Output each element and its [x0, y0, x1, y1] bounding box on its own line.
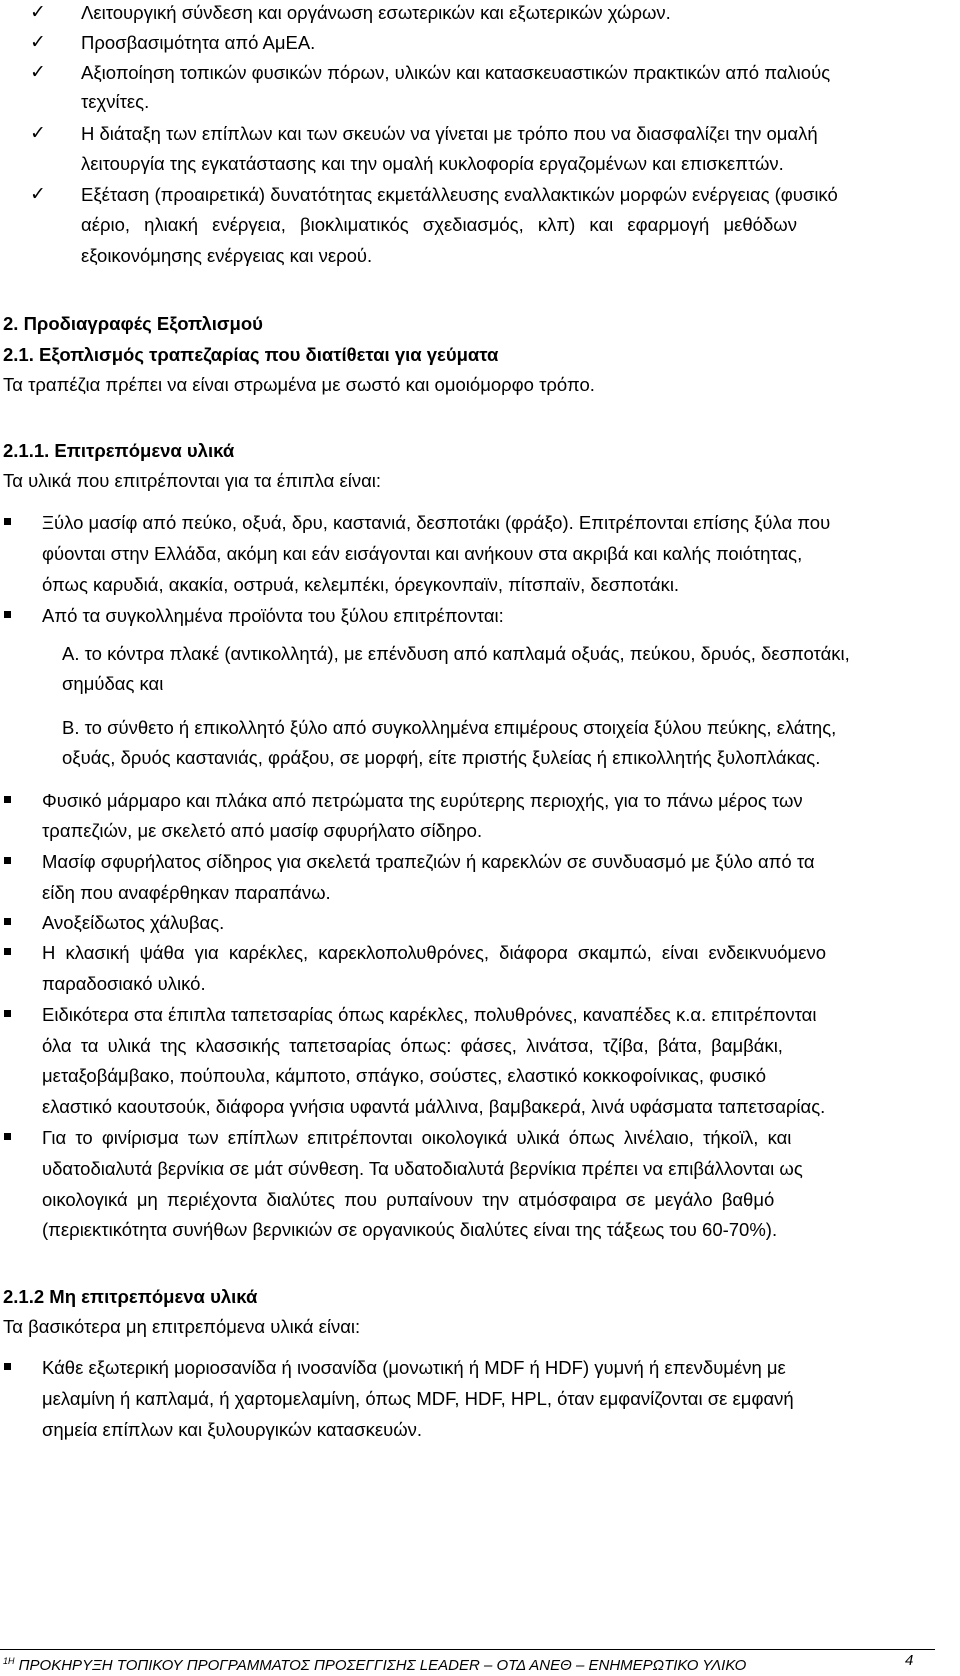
check-item-3-line-2: τεχνίτες. — [81, 91, 150, 112]
bullet-icon — [4, 857, 11, 864]
paragraph-2-1: Τα τραπέζια πρέπει να είναι στρωμένα με σωστό και ομοιόμορφο τρόπο. — [3, 374, 595, 395]
checkmark-icon: ✓ — [30, 32, 46, 53]
checkmark-icon: ✓ — [30, 123, 46, 144]
allowed-more-5-line-2: όλα τα υλικά της κλασσικής ταπετσαρίας όπως: φάσες, λινάτσα, τζίβα, βάτα, βαμβάκι, — [42, 1035, 783, 1056]
check-item-3-line-1: Αξιοποίηση τοπικών φυσικών πόρων, υλικών και κατασκευαστικών πρακτικών από παλιούς — [81, 62, 831, 83]
allowed-more-5-line-1: Ειδικότερα στα έπιπλα ταπετσαρίας όπως καρέκλες, πολυθρόνες, καναπέδες κ.α. επιτρέπονται — [42, 1004, 817, 1025]
paragraph-2-1-1: Τα υλικά που επιτρέπονται για τα έπιπλα είναι: — [3, 470, 382, 491]
allowed-more-2-line-1: Μασίφ σφυρήλατος σίδηρος για σκελετά τραπεζιών ή καρεκλών σε συνδυασμό με ξύλο από τα — [42, 851, 815, 872]
bullet-icon — [4, 918, 11, 925]
allowed-item-1-line-1: Ξύλο μασίφ από πεύκο, οξυά, δρυ, καστανιά, δεσποτάκι (φράξο). Επιτρέπονται επίσης ξύλα που — [42, 512, 831, 533]
section-heading-2-1: 2.1. Εξοπλισμός τραπεζαρίας που διατίθεται για γεύματα — [3, 344, 499, 365]
allowed-item-2: Από τα συγκολλημένα προϊόντα του ξύλου επιτρέπονται: — [42, 605, 504, 626]
check-item-4-line-2: λειτουργία της εγκατάστασης και την ομαλή κυκλοφορία εργαζομένων και επισκεπτών. — [81, 153, 784, 174]
checkmark-icon: ✓ — [30, 62, 46, 83]
check-item-5-line-3: εξοικονόμησης ενέργειας και νερού. — [81, 245, 373, 266]
sub-item-b-line-2: οξυάς, δρυός καστανιάς, φράξου, σε μορφή, είτε πριστής ξυλείας ή επικολλητής ξυλοπλάκας. — [62, 747, 821, 768]
checkmark-icon: ✓ — [30, 2, 46, 23]
section-heading-2-1-2: 2.1.2 Μη επιτρεπόμενα υλικά — [3, 1286, 258, 1307]
check-item-4-line-1: Η διάταξη των επίπλων και των σκευών να γίνεται με τρόπο που να διασφαλίζει την ομαλή — [81, 123, 818, 144]
allowed-more-4-line-2: παραδοσιακό υλικό. — [42, 973, 206, 994]
allowed-more-5-line-4: ελαστικό καουτσούκ, διάφορα γνήσια υφαντά μάλλινα, βαμβακερά, λινά υφάσματα ταπετσαρίας. — [42, 1096, 826, 1117]
bullet-icon — [4, 796, 11, 803]
bullet-icon — [4, 611, 11, 618]
footer-rule — [0, 1649, 935, 1650]
allowed-more-6-line-4: (περιεκτικότητα συνήθων βερνικιών σε οργανικούς διαλύτες είναι της τάξεως του 60-70%). — [42, 1219, 778, 1240]
check-item-5-line-2: αέριο, ηλιακή ενέργεια, βιοκλιματικός σχεδιασμός, κλπ) και εφαρμογή μεθόδων — [81, 214, 797, 235]
bullet-icon — [4, 948, 11, 955]
allowed-more-6-line-1: Για το φινίρισμα των επίπλων επιτρέπονται οικολογικά υλικά όπως λινέλαιο, τήκοϊλ, και — [42, 1127, 792, 1148]
bullet-icon — [4, 1363, 11, 1370]
checkmark-icon: ✓ — [30, 184, 46, 205]
allowed-more-1-line-2: τραπεζιών, με σκελετό από μασίφ σφυρήλατο σίδηρο. — [42, 820, 483, 841]
not-allowed-item-1-line-2: μελαμίνη ή καπλαμά, ή χαρτομελαμίνη, όπως MDF, HDF, HPL, όταν εμφανίζονται σε εμφανή — [42, 1388, 794, 1409]
allowed-item-1-line-2: φύονται στην Ελλάδα, ακόμη και εάν εισάγονται και ανήκουν στα ακριβά και καλής ποιότητας, — [42, 543, 803, 564]
bullet-icon — [4, 1010, 11, 1017]
allowed-more-5-line-3: μεταξοβάμβακο, πούπουλα, κάμποτο, σπάγκο, σούστες, ελαστικό κοκκοφοίνικας, φυσικό — [42, 1065, 767, 1086]
allowed-more-1-line-1: Φυσικό μάρμαρο και πλάκα από πετρώματα της ευρύτερης περιοχής, για το πάνω μέρος των — [42, 790, 803, 811]
section-heading-2: 2. Προδιαγραφές Εξοπλισμού — [3, 313, 263, 334]
allowed-more-4-line-1: Η κλασική ψάθα για καρέκλες, καρεκλοπολυθρόνες, διάφορα σκαμπώ, είναι ενδεικνυόμενο — [42, 942, 826, 963]
footer-text — [3, 1651, 746, 1676]
not-allowed-item-1-line-1: Κάθε εξωτερική μοριοσανίδα ή ινοσανίδα (μονωτική ή MDF ή HDF) γυμνή ή επενδυμένη με — [42, 1357, 786, 1378]
sub-item-b-line-1: Β. το σύνθετο ή επικολλητό ξύλο από συγκολλημένα επιμέρους στοιχεία ξύλου πεύκης, ελάτης, — [62, 717, 837, 738]
allowed-more-2-line-2: είδη που αναφέρθηκαν παραπάνω. — [42, 882, 331, 903]
section-heading-2-1-1: 2.1.1. Επιτρεπόμενα υλικά — [3, 440, 235, 461]
check-item-2: Προσβασιμότητα από ΑμΕΑ. — [81, 32, 316, 53]
allowed-item-1-line-3: όπως καρυδιά, ακακία, οστρυά, κελεμπέκι, όρεγκονπαϊν, πίτσπαϊν, δεσποτάκι. — [42, 574, 680, 595]
sub-item-a-line-1: Α. το κόντρα πλακέ (αντικολλητά), με επένδυση από καπλαμά οξυάς, πεύκου, δρυός, δεσποτάκι, — [62, 643, 850, 664]
allowed-more-6-line-2: υδατοδιαλυτά βερνίκια σε μάτ σύνθεση. Τα υδατοδιαλυτά βερνίκια πρέπει να επιβάλλονται ως — [42, 1158, 803, 1179]
paragraph-2-1-2: Τα βασικότερα μη επιτρεπόμενα υλικά είναι: — [3, 1316, 361, 1337]
bullet-icon — [4, 1133, 11, 1140]
footer-superscript: 1Η — [3, 1656, 15, 1666]
footer-title: ΠΡΟΚΗΡΥΞΗ ΤΟΠΙΚΟΥ ΠΡΟΓΡΑΜΜΑΤΟΣ ΠΡΟΣΕΓΓΙΣΗΣ LEADER – ΟΤΔ ΑΝΕΘ – ΕΝΗΜΕΡΩΤΙΚΟ ΥΛΙΚΟ — [14, 1657, 747, 1674]
not-allowed-item-1-line-3: σημεία επίπλων και ξυλουργικών κατασκευών. — [42, 1419, 423, 1440]
allowed-more-6-line-3: οικολογικά μη περιέχοντα διαλύτες που ρυπαίνουν την ατμόσφαιρα σε μεγάλο βαθμό — [42, 1189, 775, 1210]
check-item-5-line-1: Εξέταση (προαιρετικά) δυνατότητας εκμετάλλευσης εναλλακτικών μορφών ενέργειας (φυσικό — [81, 184, 838, 205]
check-item-1: Λειτουργική σύνδεση και οργάνωση εσωτερικών και εξωτερικών χώρων. — [81, 2, 671, 23]
sub-item-a-line-2: σημύδας και — [62, 673, 164, 694]
bullet-icon — [4, 518, 11, 525]
allowed-more-3: Ανοξείδωτος χάλυβας. — [42, 912, 225, 933]
page-number: 4 — [905, 1652, 914, 1669]
